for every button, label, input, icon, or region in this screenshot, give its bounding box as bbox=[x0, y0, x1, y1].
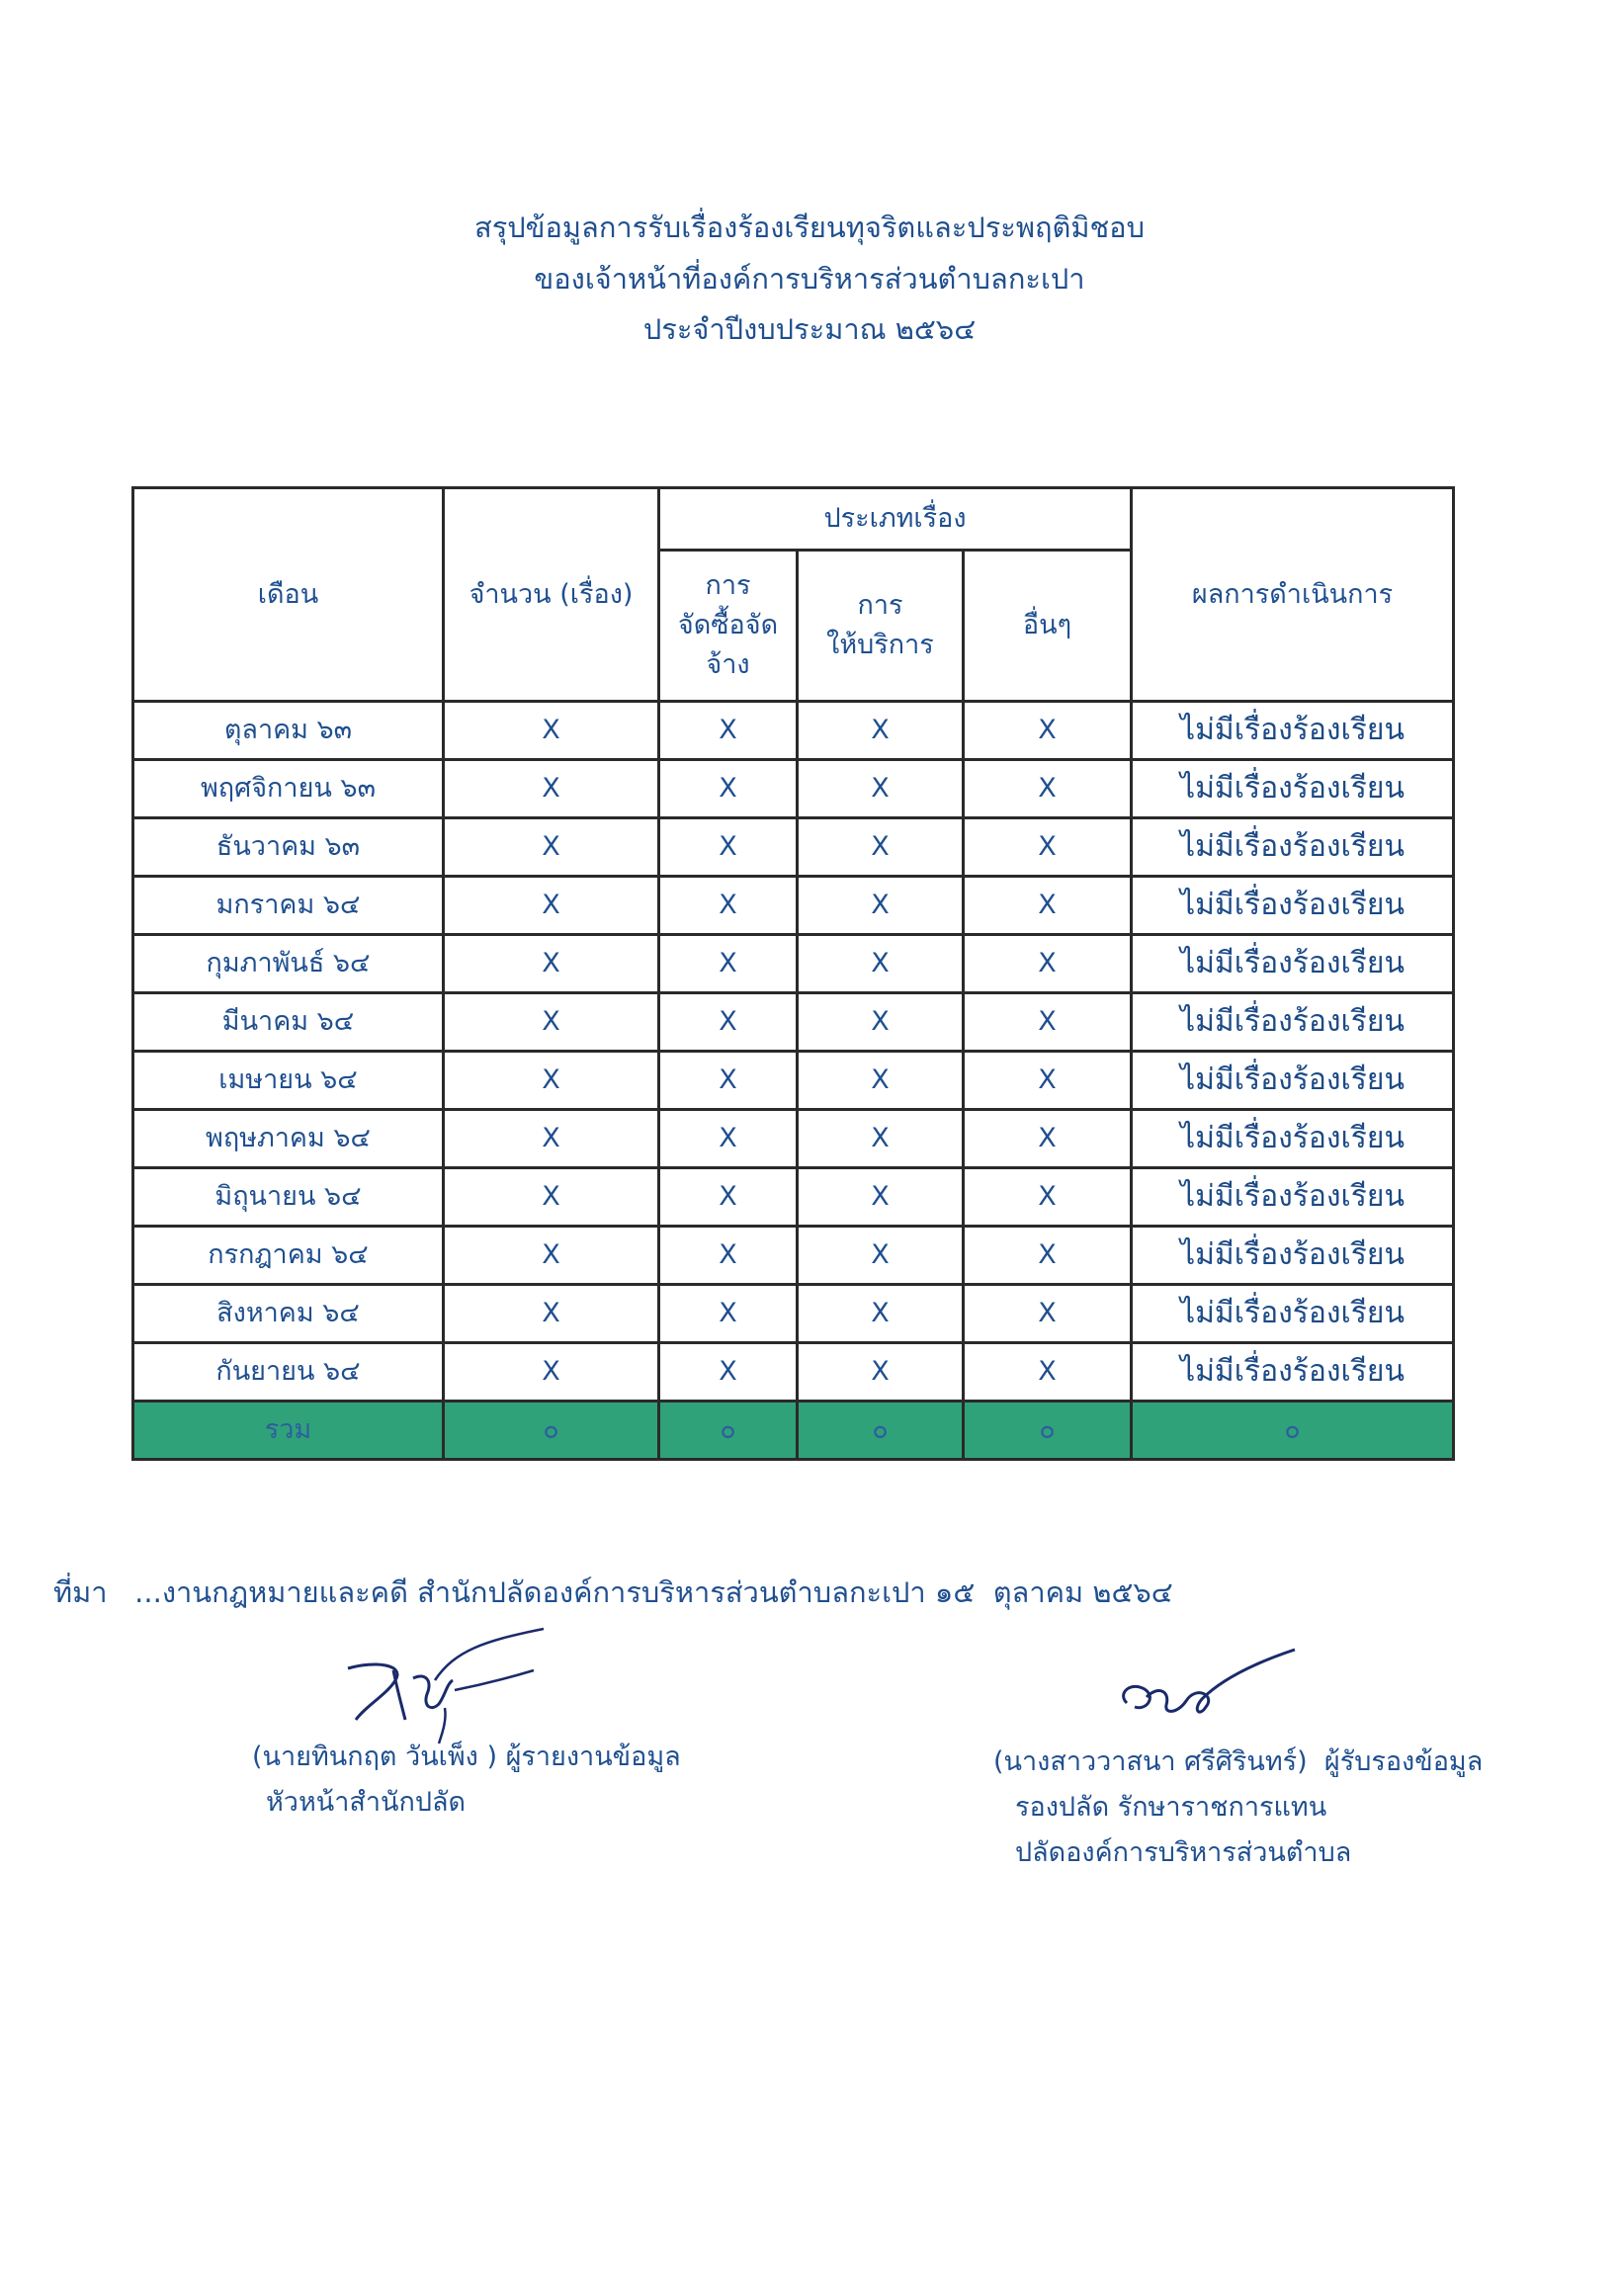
result-cell: ไม่มีเรื่องร้องเรียน bbox=[1132, 818, 1454, 877]
table-row bbox=[133, 1110, 1454, 1168]
result-cell: ไม่มีเรื่องร้องเรียน bbox=[1132, 1110, 1454, 1168]
header-count: จำนวน (เรื่อง) bbox=[444, 488, 659, 702]
procurement-cell: X bbox=[659, 935, 798, 993]
procurement-cell: X bbox=[659, 760, 798, 818]
count-cell: X bbox=[444, 760, 659, 818]
table-row bbox=[133, 1168, 1454, 1227]
table-row bbox=[133, 1052, 1454, 1110]
month-cell: พฤษภาคม ๖๔ bbox=[133, 1110, 444, 1168]
other-cell: X bbox=[964, 993, 1132, 1052]
month-cell: กรกฎาคม ๖๔ bbox=[133, 1227, 444, 1285]
service-cell: X bbox=[798, 1168, 964, 1227]
service-cell: X bbox=[798, 1285, 964, 1343]
other-cell: X bbox=[964, 1285, 1132, 1343]
procurement-cell: X bbox=[659, 1110, 798, 1168]
other-cell: X bbox=[964, 1110, 1132, 1168]
service-cell: X bbox=[798, 935, 964, 993]
procurement-cell: X bbox=[659, 1052, 798, 1110]
month-cell: กุมภาพันธ์ ๖๔ bbox=[133, 935, 444, 993]
header-month: เดือน bbox=[133, 488, 444, 702]
other-cell: X bbox=[964, 702, 1132, 760]
count-cell: X bbox=[444, 1052, 659, 1110]
table-row bbox=[133, 702, 1454, 760]
total-result: ๐ bbox=[1132, 1402, 1454, 1460]
service-cell: X bbox=[798, 702, 964, 760]
service-cell: X bbox=[798, 1343, 964, 1402]
count-cell: X bbox=[444, 1168, 659, 1227]
result-cell: ไม่มีเรื่องร้องเรียน bbox=[1132, 877, 1454, 935]
header-type-service: การ ให้บริการ bbox=[798, 551, 964, 702]
result-cell: ไม่มีเรื่องร้องเรียน bbox=[1132, 935, 1454, 993]
left-signature-block bbox=[252, 1735, 681, 1826]
header-type-group: ประเภทเรื่อง bbox=[659, 488, 1132, 551]
document-title-line1: สรุปข้อมูลการรับเรื่องร้องเรียนทุจริตและประพฤติมิชอบ bbox=[474, 211, 1145, 244]
result-cell: ไม่มีเรื่องร้องเรียน bbox=[1132, 1343, 1454, 1402]
procurement-cell: X bbox=[659, 702, 798, 760]
month-cell: มีนาคม ๖๔ bbox=[133, 993, 444, 1052]
result-cell: ไม่มีเรื่องร้องเรียน bbox=[1132, 760, 1454, 818]
total-label: รวม bbox=[133, 1402, 444, 1460]
source-line: ที่มา ...งานกฎหมายและคดี สำนักปลัดองค์การบริหารส่วนตำบลกะเปา ๑๕ ตุลาคม ๒๕๖๔ bbox=[53, 1575, 1173, 1609]
other-cell: X bbox=[964, 935, 1132, 993]
total-count: ๐ bbox=[444, 1402, 659, 1460]
right-signature-block bbox=[993, 1740, 1483, 1876]
other-cell: X bbox=[964, 1168, 1132, 1227]
document-title-line2: ของเจ้าหน้าที่องค์การบริหารส่วนตำบลกะเปา bbox=[534, 262, 1085, 296]
procurement-cell: X bbox=[659, 818, 798, 877]
count-cell: X bbox=[444, 993, 659, 1052]
complaint-summary-table bbox=[131, 486, 1455, 1461]
other-cell: X bbox=[964, 1227, 1132, 1285]
right-signer-name: (นางสาววาสนา ศรีศิรินทร์) ผู้รับรองข้อมูล bbox=[993, 1746, 1484, 1777]
count-cell: X bbox=[444, 1110, 659, 1168]
total-service: ๐ bbox=[798, 1402, 964, 1460]
right-signer-position-2: ปลัดองค์การบริหารส่วนตำบล bbox=[1015, 1837, 1352, 1868]
month-cell: มิถุนายน ๖๔ bbox=[133, 1168, 444, 1227]
total-row bbox=[133, 1402, 1454, 1460]
result-cell: ไม่มีเรื่องร้องเรียน bbox=[1132, 1227, 1454, 1285]
procurement-cell: X bbox=[659, 877, 798, 935]
table-row bbox=[133, 877, 1454, 935]
count-cell: X bbox=[444, 1227, 659, 1285]
left-signer-position: หัวหน้าสำนักปลัด bbox=[266, 1787, 467, 1818]
month-cell: มกราคม ๖๔ bbox=[133, 877, 444, 935]
month-cell: เมษายน ๖๔ bbox=[133, 1052, 444, 1110]
count-cell: X bbox=[444, 1343, 659, 1402]
count-cell: X bbox=[444, 818, 659, 877]
left-signature-icon bbox=[336, 1621, 554, 1749]
service-cell: X bbox=[798, 760, 964, 818]
count-cell: X bbox=[444, 1285, 659, 1343]
month-cell: สิงหาคม ๖๔ bbox=[133, 1285, 444, 1343]
procurement-cell: X bbox=[659, 1285, 798, 1343]
other-cell: X bbox=[964, 1052, 1132, 1110]
document-title-line3: ประจำปีงบประมาณ ๒๕๖๔ bbox=[642, 312, 977, 346]
result-cell: ไม่มีเรื่องร้องเรียน bbox=[1132, 1285, 1454, 1343]
total-procurement: ๐ bbox=[659, 1402, 798, 1460]
other-cell: X bbox=[964, 760, 1132, 818]
table-row bbox=[133, 935, 1454, 993]
service-cell: X bbox=[798, 877, 964, 935]
procurement-cell: X bbox=[659, 1168, 798, 1227]
month-cell: ตุลาคม ๖๓ bbox=[133, 702, 444, 760]
service-cell: X bbox=[798, 1052, 964, 1110]
service-cell: X bbox=[798, 993, 964, 1052]
result-cell: ไม่มีเรื่องร้องเรียน bbox=[1132, 702, 1454, 760]
service-cell: X bbox=[798, 818, 964, 877]
header-type-other: อื่นๆ bbox=[964, 551, 1132, 702]
table-row bbox=[133, 760, 1454, 818]
month-cell: ธันวาคม ๖๓ bbox=[133, 818, 444, 877]
table-row bbox=[133, 1343, 1454, 1402]
procurement-cell: X bbox=[659, 1343, 798, 1402]
table-row bbox=[133, 1227, 1454, 1285]
result-cell: ไม่มีเรื่องร้องเรียน bbox=[1132, 1168, 1454, 1227]
total-other: ๐ bbox=[964, 1402, 1132, 1460]
other-cell: X bbox=[964, 818, 1132, 877]
procurement-cell: X bbox=[659, 1227, 798, 1285]
table-row bbox=[133, 1285, 1454, 1343]
result-cell: ไม่มีเรื่องร้องเรียน bbox=[1132, 1052, 1454, 1110]
result-cell: ไม่มีเรื่องร้องเรียน bbox=[1132, 993, 1454, 1052]
table-row bbox=[133, 993, 1454, 1052]
service-cell: X bbox=[798, 1110, 964, 1168]
other-cell: X bbox=[964, 1343, 1132, 1402]
month-cell: กันยายน ๖๔ bbox=[133, 1343, 444, 1402]
right-signature-icon bbox=[1107, 1646, 1305, 1735]
count-cell: X bbox=[444, 877, 659, 935]
right-signer-position-1: รองปลัด รักษาราชการแทน bbox=[1015, 1792, 1327, 1823]
table-row bbox=[133, 818, 1454, 877]
service-cell: X bbox=[798, 1227, 964, 1285]
count-cell: X bbox=[444, 702, 659, 760]
other-cell: X bbox=[964, 877, 1132, 935]
month-cell: พฤศจิกายน ๖๓ bbox=[133, 760, 444, 818]
header-result: ผลการดำเนินการ bbox=[1132, 488, 1454, 702]
left-signer-name: (นายทินกฤต วันเพ็ง ) ผู้รายงานข้อมูล bbox=[252, 1742, 681, 1772]
count-cell: X bbox=[444, 935, 659, 993]
procurement-cell: X bbox=[659, 993, 798, 1052]
header-type-procurement: การ จัดซื้อจัด จ้าง bbox=[659, 551, 798, 702]
